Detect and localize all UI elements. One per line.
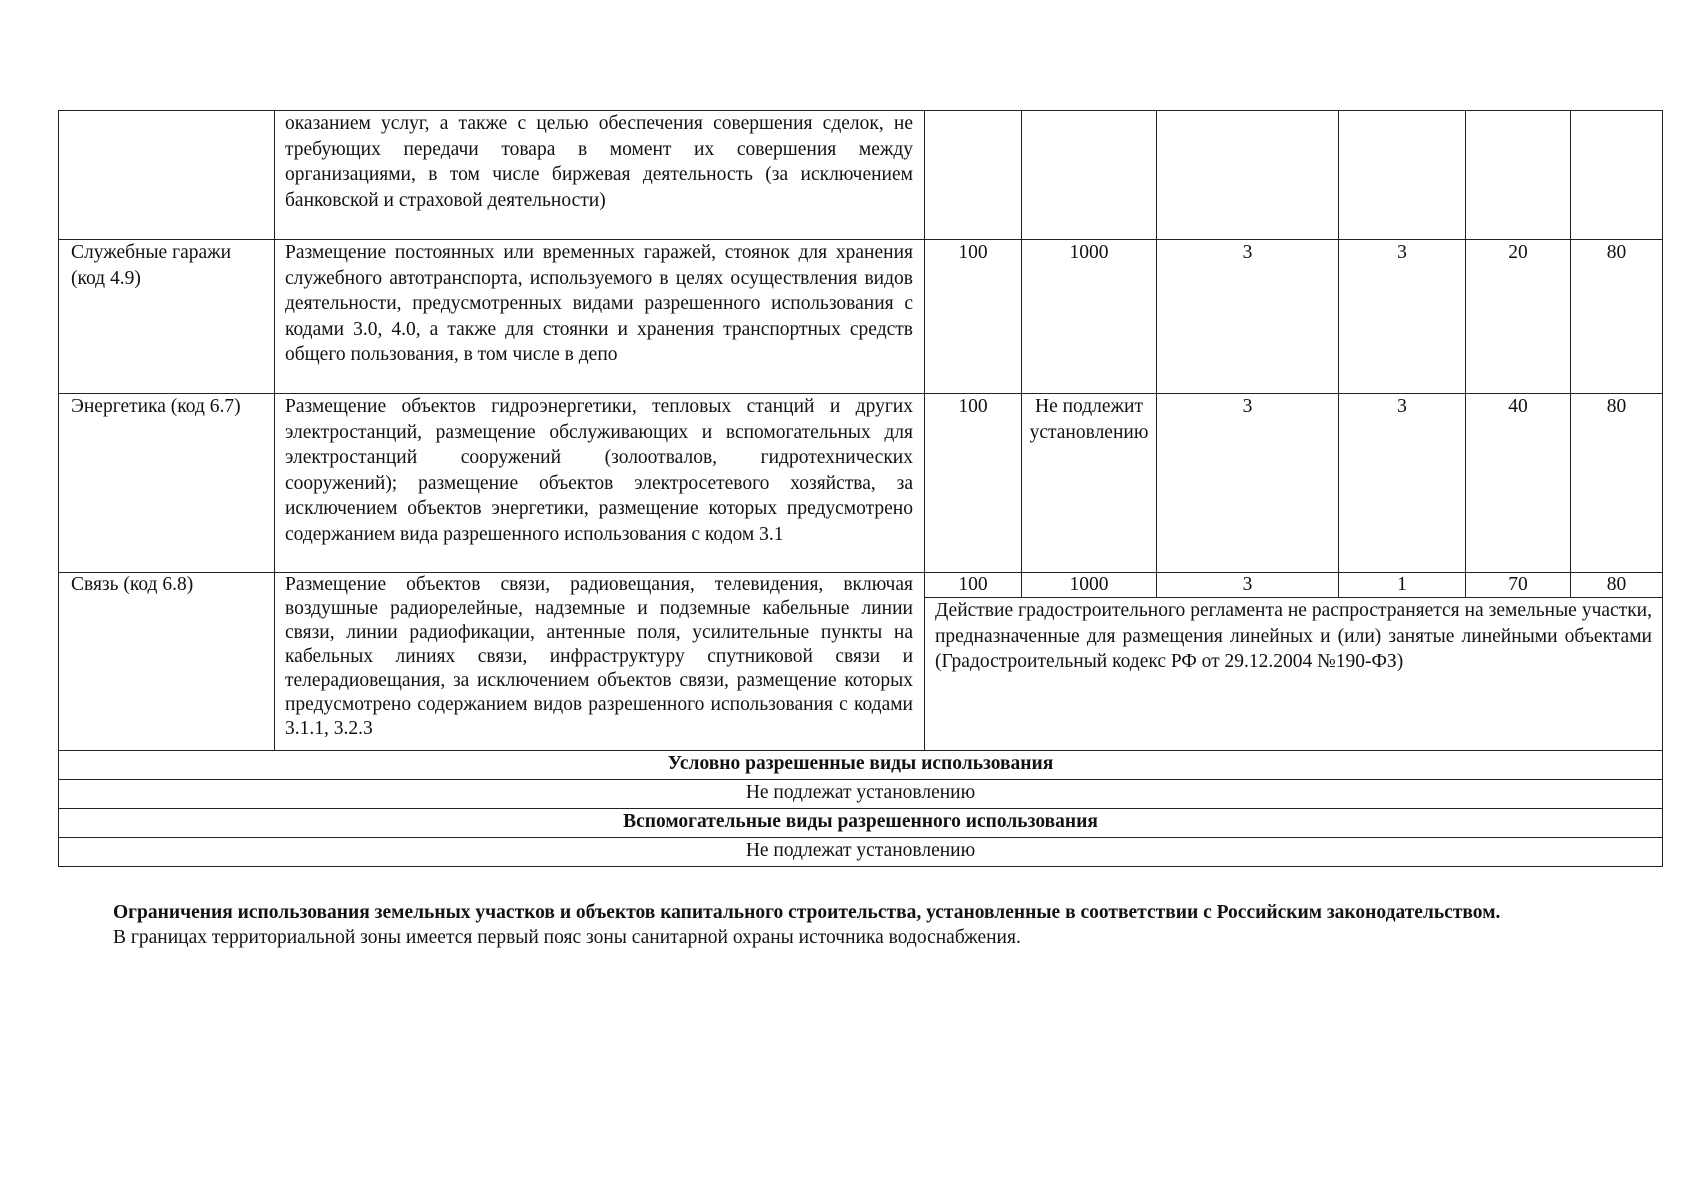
value-cell: 3 — [1157, 240, 1339, 394]
restrictions-section — [58, 900, 1662, 950]
use-type-name: Энергетика (код 6.7) — [59, 394, 275, 573]
value-cell: 80 — [1571, 394, 1663, 573]
value-cell — [1339, 111, 1466, 240]
value-cell: 80 — [1571, 573, 1663, 598]
table-row — [59, 394, 1663, 573]
use-type-description: Размещение постоянных или временных гаражей, стоянок для хранения служебного автотранспорта, используемого в целях осуществления видов деятельности, предусмотренных видами разрешенного использования с кодами 3.0, 4.0, а также для стоянки и хранения транспортных средств общего пользования, в том числе в депо — [275, 240, 925, 394]
value-cell — [1157, 111, 1339, 240]
auxiliary-uses-heading: Вспомогательные виды разрешенного использования — [59, 809, 1663, 838]
section-row — [59, 780, 1663, 809]
restrictions-title: Ограничения использования земельных участков и объектов капитального строительства, установленные в соответствии с Российским законодательством. — [113, 902, 1501, 923]
section-row — [59, 838, 1663, 867]
value-cell: 1000 — [1022, 573, 1157, 598]
use-type-description: Размещение объектов связи, радиовещания, телевидения, включая воздушные радиорелейные, надземные и подземные кабельные линии связи, линии радиофикации, антенные поля, усилительные пункты на кабельных линиях связи, инфраструктуру спутниковой связи и телерадиовещания, за исключением объектов связи, размещение которых предусмотрено содержанием видов разрешенного использования с кодами 3.1.1, 3.2.3 — [275, 573, 925, 751]
land-use-table — [58, 110, 1663, 867]
value-cell: 80 — [1571, 240, 1663, 394]
conditional-uses-text: Не подлежат установлению — [59, 780, 1663, 809]
value-cell: 100 — [925, 394, 1022, 573]
value-cell: 3 — [1339, 240, 1466, 394]
value-cell — [1571, 111, 1663, 240]
section-row — [59, 809, 1663, 838]
regulation-note: Действие градостроительного регламента не распространяется на земельные участки, предназначенные для размещения линейных и (или) занятые линейными объектами (Градостроительный кодекс РФ от 29.12.2004 №190-ФЗ) — [925, 598, 1663, 751]
table-row — [59, 573, 1663, 598]
table-row — [59, 240, 1663, 394]
value-cell: 3 — [1157, 394, 1339, 573]
use-type-name: Связь (код 6.8) — [59, 573, 275, 751]
value-cell — [1022, 111, 1157, 240]
use-type-description: оказанием услуг, а также с целью обеспечения совершения сделок, не требующих передачи товара в момент их совершения между организациями, в том числе биржевая деятельность (за исключением банковской и страховой деятельности) — [275, 111, 925, 240]
conditional-uses-heading: Условно разрешенные виды использования — [59, 751, 1663, 780]
use-type-name — [59, 111, 275, 240]
value-cell: 70 — [1466, 573, 1571, 598]
table-row — [59, 111, 1663, 240]
value-cell: 100 — [925, 573, 1022, 598]
auxiliary-uses-text: Не подлежат установлению — [59, 838, 1663, 867]
restrictions-text: В границах территориальной зоны имеется первый пояс зоны санитарной охраны источника водоснабжения. — [113, 927, 1021, 948]
value-cell — [925, 111, 1022, 240]
value-cell — [1466, 111, 1571, 240]
value-cell: 100 — [925, 240, 1022, 394]
value-cell: 1000 — [1022, 240, 1157, 394]
value-cell: Не подлежит установлению — [1022, 394, 1157, 573]
use-type-description: Размещение объектов гидроэнергетики, тепловых станций и других электростанций, размещение обслуживающих и вспомогательных для электростанций сооружений (золоотвалов, гидротехнических сооружений); размещение объектов электросетевого хозяйства, за исключением объектов энергетики, размещение которых предусмотрено содержанием вида разрешенного использования с кодом 3.1 — [275, 394, 925, 573]
use-type-name: Служебные гаражи (код 4.9) — [59, 240, 275, 394]
value-cell: 3 — [1157, 573, 1339, 598]
value-cell: 3 — [1339, 394, 1466, 573]
section-row — [59, 751, 1663, 780]
value-cell: 1 — [1339, 573, 1466, 598]
value-cell: 40 — [1466, 394, 1571, 573]
value-cell: 20 — [1466, 240, 1571, 394]
